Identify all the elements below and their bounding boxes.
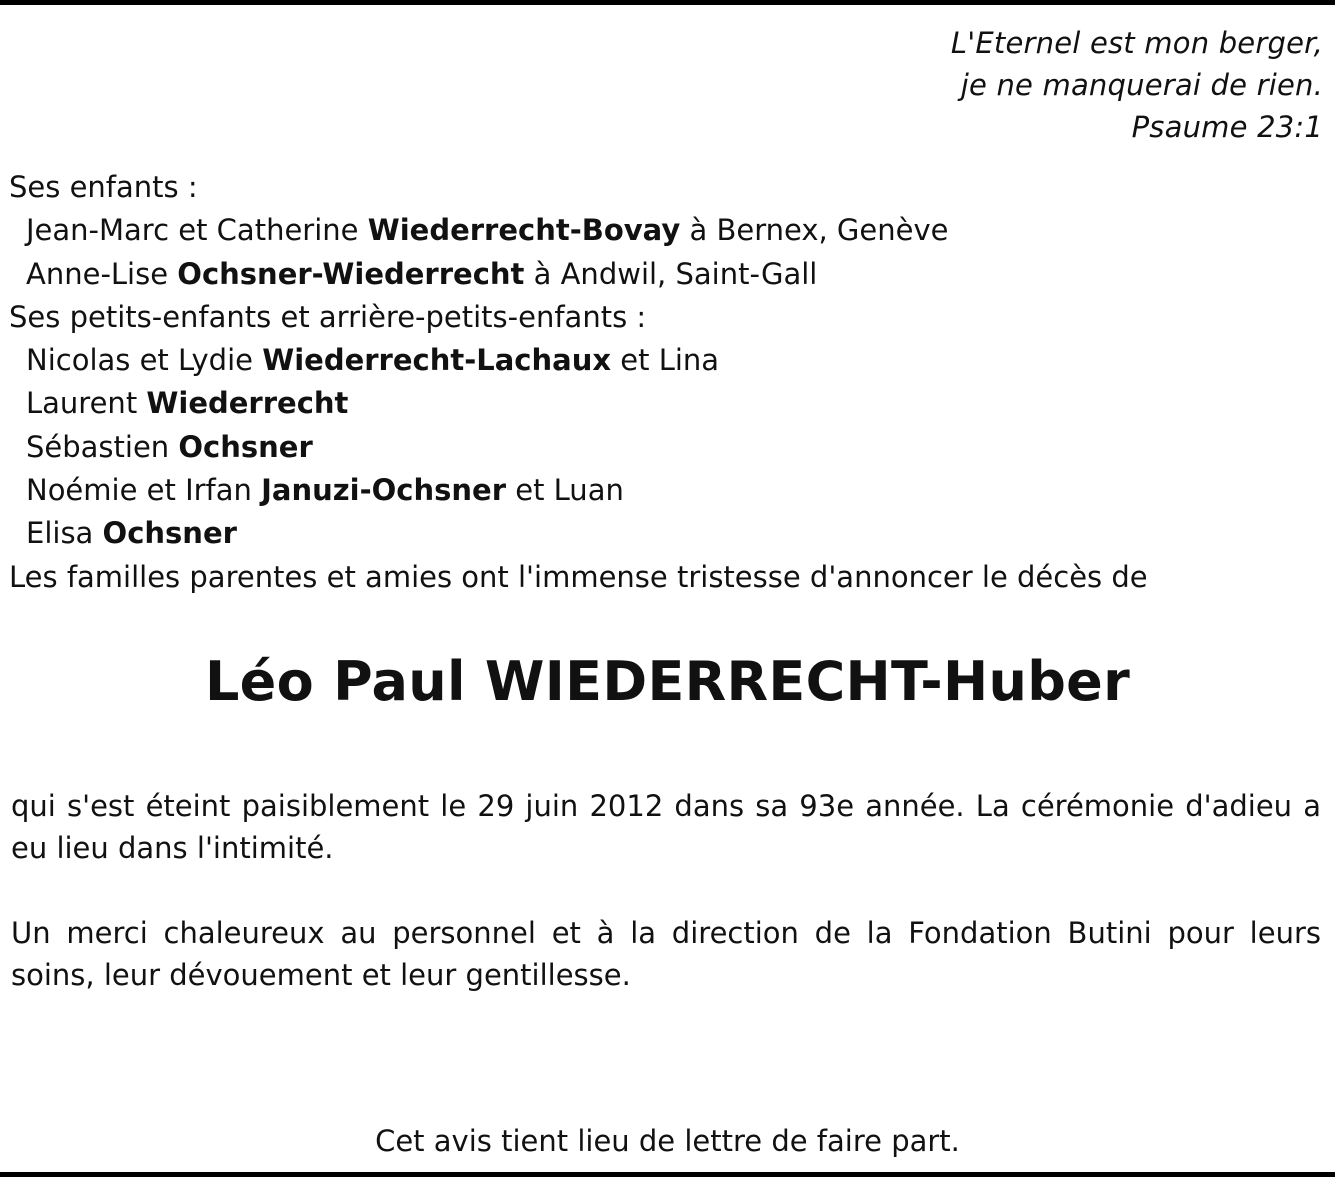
epigraph-reference: Psaume 23:1: [1131, 110, 1323, 144]
entry-family-name: Ochsner: [178, 429, 313, 464]
entry-given-names: Noémie et Irfan: [26, 473, 262, 508]
entry-family-name: Ochsner: [102, 516, 237, 551]
grandchild-entry: [9, 469, 1148, 512]
grandchild-entry: [9, 382, 1148, 425]
grandchild-entry: [9, 339, 1148, 382]
thanks-paragraph: Un merci chaleureux au personnel et à la direction de la Fondation Butini pour leurs soins, leur dévouement et leur gentillesse.: [11, 916, 1321, 992]
epigraph: [951, 22, 1323, 148]
epigraph-line-1: L'Eternel est mon berger,: [950, 26, 1323, 60]
entry-given-names: Sébastien: [26, 429, 179, 464]
footer-note: Cet avis tient lieu de lettre de faire part.: [375, 1124, 960, 1158]
entry-suffix: et Lina: [611, 343, 720, 378]
entry-suffix: à Andwil, Saint-Gall: [524, 256, 818, 291]
death-details-paragraph: qui s'est éteint paisiblement le 29 juin 2012 dans sa 93e année. La cérémonie d'adieu a eu lieu dans l'intimité.: [11, 789, 1321, 865]
entry-suffix: à Bernex, Genève: [680, 213, 949, 248]
children-heading: Ses enfants :: [9, 170, 198, 204]
child-entry: [9, 209, 1148, 252]
grandchild-entry: [9, 512, 1148, 555]
top-rule: [0, 0, 1335, 5]
entry-family-name: Wiederrecht-Bovay: [367, 213, 681, 248]
bottom-rule: [0, 1172, 1335, 1177]
grandchild-entry: [9, 426, 1148, 469]
entry-given-names: Laurent: [26, 386, 147, 421]
entry-given-names: Anne-Lise: [26, 256, 178, 291]
entry-given-names: Nicolas et Lydie: [26, 343, 263, 378]
family-list: [9, 166, 1148, 599]
entry-given-names: Jean-Marc et Catherine: [26, 213, 368, 248]
entry-family-name: Wiederrecht-Lachaux: [262, 343, 612, 378]
deceased-name: Léo Paul WIEDERRECHT-Huber: [204, 650, 1131, 713]
entry-family-name: Wiederrecht: [146, 386, 349, 421]
entry-given-names: Elisa: [26, 516, 103, 551]
entry-family-name: Ochsner-Wiederrecht: [177, 256, 525, 291]
announcement-text: Les familles parentes et amies ont l'immense tristesse d'annoncer le décès de: [9, 559, 1148, 594]
child-entry: [9, 253, 1148, 296]
entry-family-name: Januzi-Ochsner: [261, 473, 507, 508]
epigraph-line-2: je ne manquerai de rien.: [960, 68, 1323, 102]
grandchildren-heading: Ses petits-enfants et arrière-petits-enfants :: [9, 299, 647, 334]
entry-suffix: et Luan: [506, 473, 624, 508]
